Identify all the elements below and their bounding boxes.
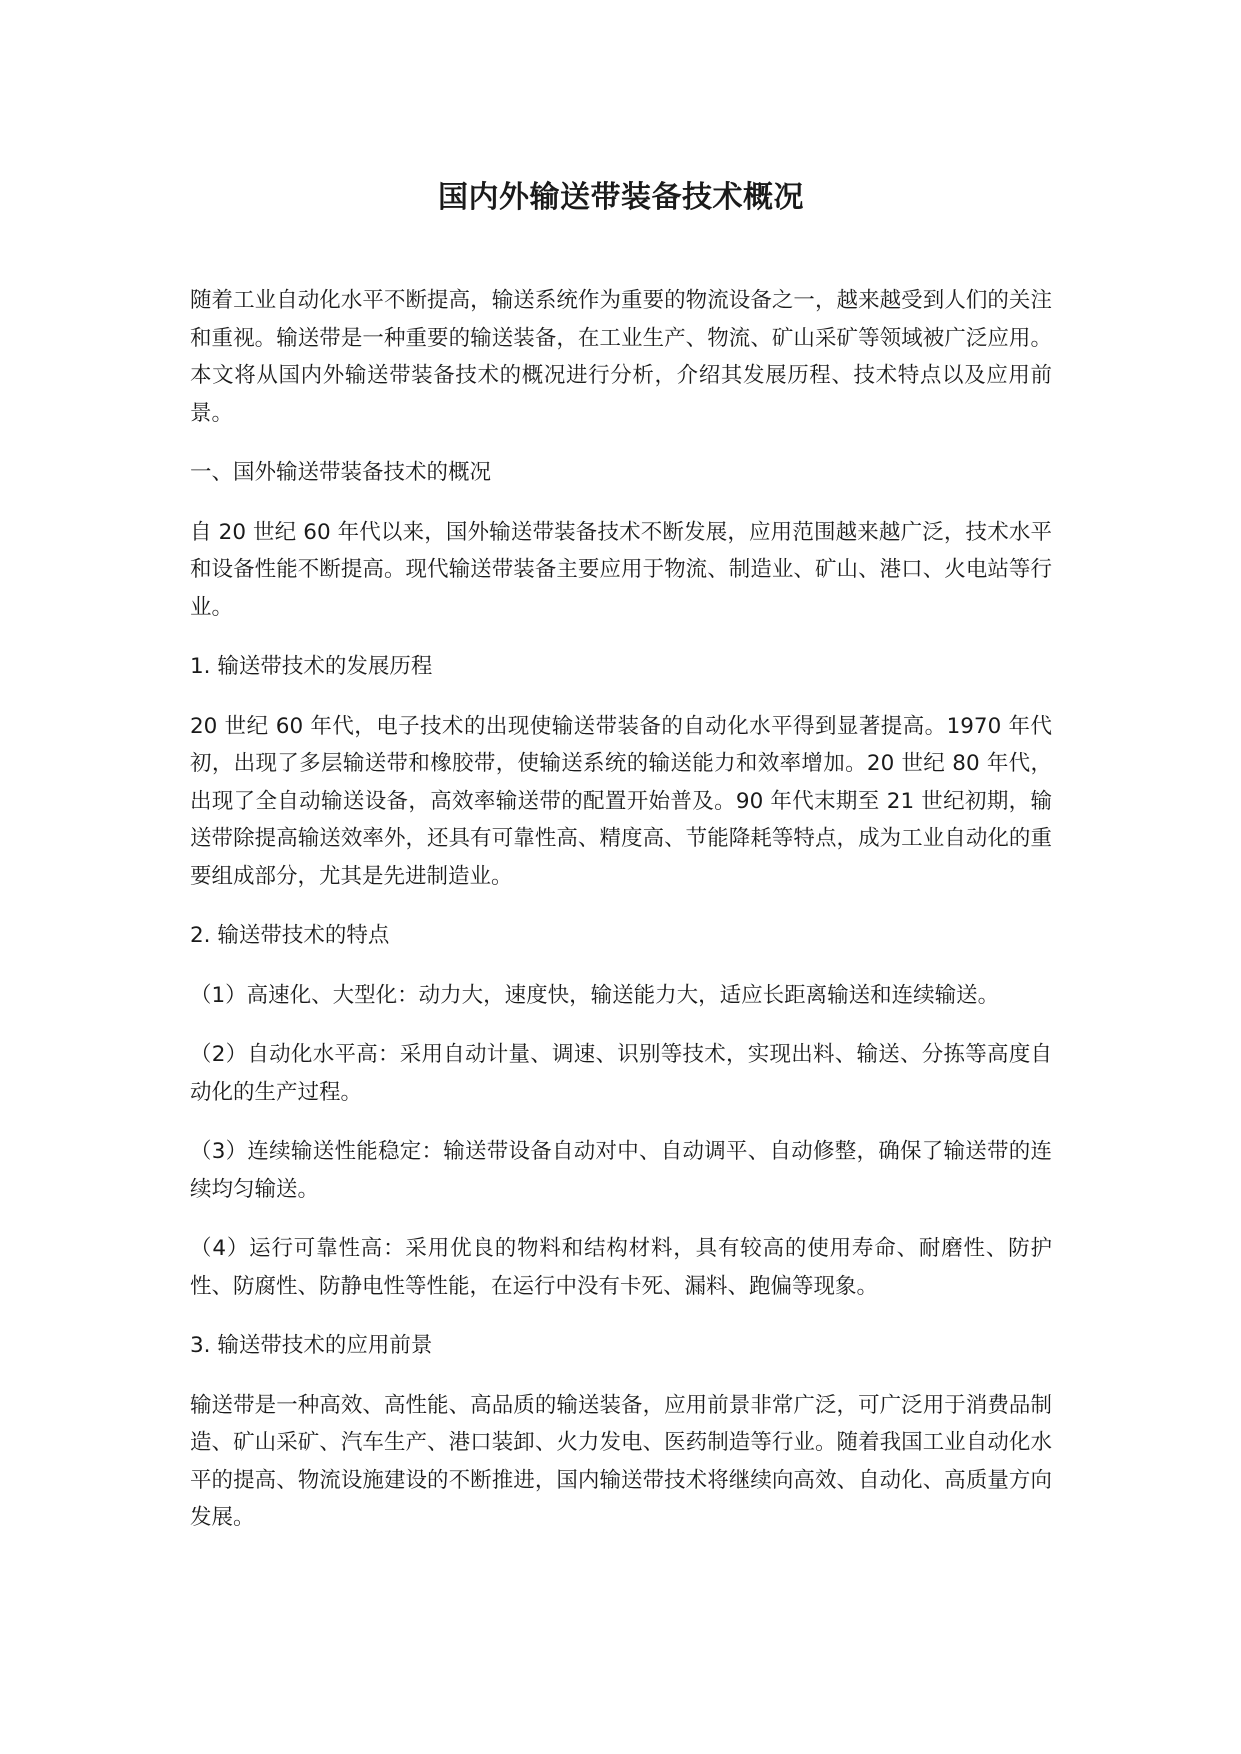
section-heading-foreign-overview: 一、国外输送带装备技术的概况 xyxy=(190,460,492,485)
intro-paragraph: 随着工业自动化水平不断提高，输送系统作为重要的物流设备之一，越来越受到人们的关注和重视。输送带是一种重要的输送装备，在工业生产、物流、矿山采矿等领域被广泛应用。本文将从国内外输送带装备技术的概况进行分析，介绍其发展历程、技术特点以及应用前景。 xyxy=(190,288,1052,426)
feature-item-1: （1）高速化、大型化：动力大，速度快，输送能力大，适应长距离输送和连续输送。 xyxy=(190,982,1000,1008)
feature-item-3: （3）连续输送性能稳定：输送带设备自动对中、自动调平、自动修整，确保了输送带的连续均匀输送。 xyxy=(190,1139,1052,1202)
document-body xyxy=(190,282,1052,1559)
foreign-overview-paragraph: 自 20 世纪 60 年代以来，国外输送带装备技术不断发展，应用范围越来越广泛，技术水平和设备性能不断提高。现代输送带装备主要应用于物流、制造业、矿山、港口、火电站等行业。 xyxy=(190,519,1052,620)
subsection-heading-history: 1. 输送带技术的发展历程 xyxy=(190,654,433,679)
document-title: 国内外输送带装备技术概况 xyxy=(438,180,804,215)
feature-item-2: （2）自动化水平高：采用自动计量、调速、识别等技术，实现出料、输送、分拣等高度自动化的生产过程。 xyxy=(190,1042,1052,1105)
feature-item-4: （4）运行可靠性高：采用优良的物料和结构材料，具有较高的使用寿命、耐磨性、防护性、防腐性、防静电性等性能，在运行中没有卡死、漏料、跑偏等现象。 xyxy=(190,1236,1052,1299)
subsection-heading-features: 2. 输送带技术的特点 xyxy=(190,923,390,948)
subsection-heading-prospects: 3. 输送带技术的应用前景 xyxy=(190,1333,433,1358)
prospects-paragraph: 输送带是一种高效、高性能、高品质的输送装备，应用前景非常广泛，可广泛用于消费品制造、矿山采矿、汽车生产、港口装卸、火力发电、医药制造等行业。随着我国工业自动化水平的提高、物流设施建设的不断推进，国内输送带技术将继续向高效、自动化、高质量方向发展。 xyxy=(190,1392,1052,1530)
history-paragraph: 20 世纪 60 年代，电子技术的出现使输送带装备的自动化水平得到显著提高。1970 年代初，出现了多层输送带和橡胶带，使输送系统的输送能力和效率增加。20 世纪 80 年代，出现了全自动输送设备，高效率输送带的配置开始普及。90 年代末期至 21 世纪初期，输送带除提高输送效率外，还具有可靠性高、精度高、节能降耗等特点，成为工业自动化的重要组成部分，尤其是先进制造业。 xyxy=(190,713,1052,889)
